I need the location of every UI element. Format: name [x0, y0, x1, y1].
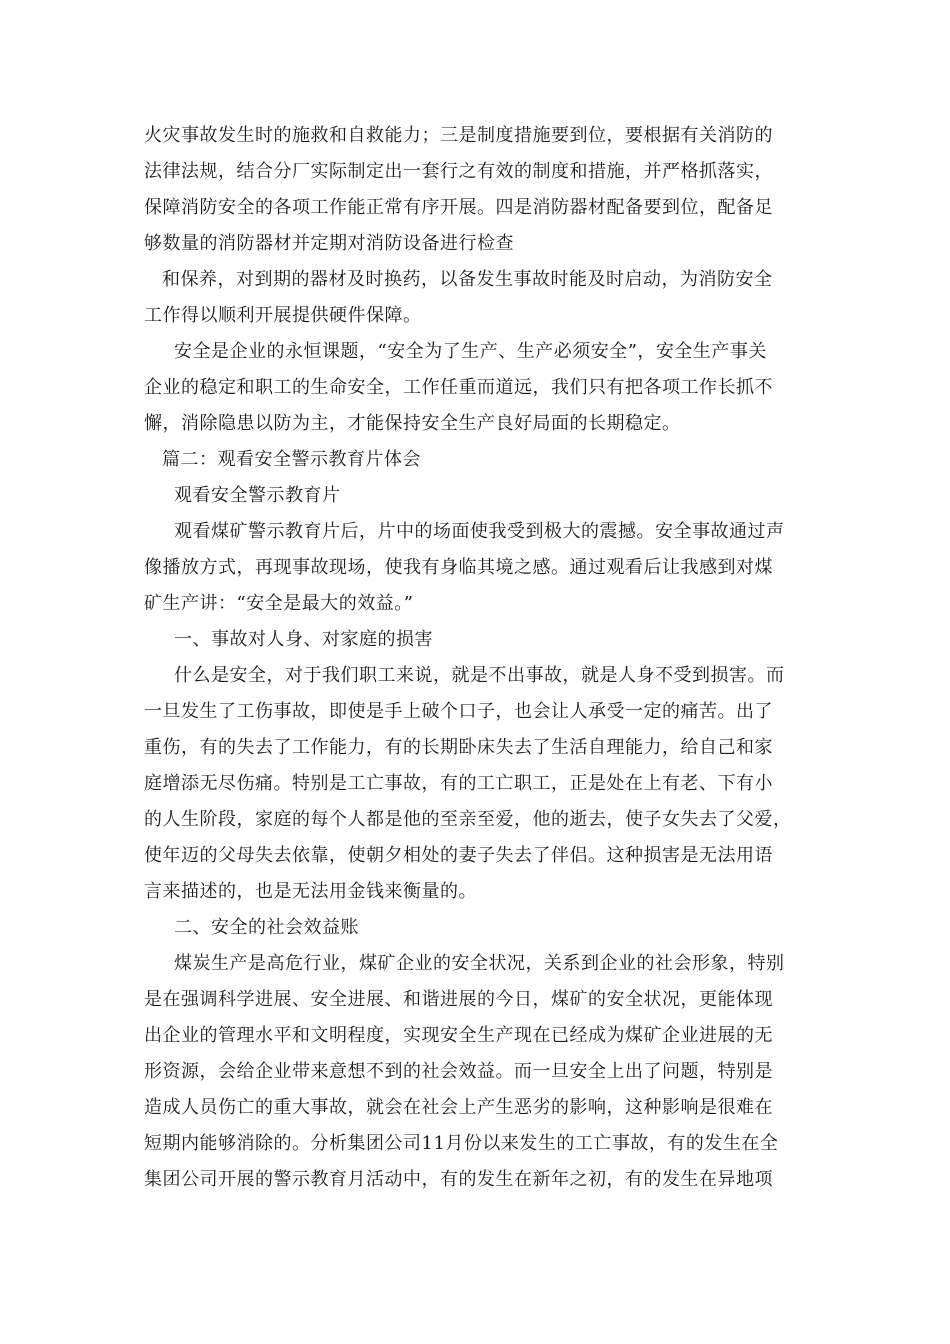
- body-line: 火灾事故发生时的施救和自救能力；三是制度措施要到位，要根据有关消防的: [144, 125, 773, 146]
- body-line: 企业的稳定和职工的生命安全，工作任重而道远，我们只有把各项工作长抓不: [144, 377, 773, 398]
- body-line: 形资源，会给企业带来意想不到的社会效益。而一旦安全上出了问题，特别是: [144, 1061, 773, 1082]
- body-line: 矿生产讲：“安全是最大的效益。”: [144, 593, 414, 614]
- body-line: 出企业的管理水平和文明程度，实现安全生产现在已经成为煤矿企业进展的无: [144, 1025, 773, 1046]
- body-line: 短期内能够消除的。分析集团公司11月份以来发生的工亡事故，有的发生在全: [144, 1133, 779, 1154]
- body-line: 观看煤矿警示教育片后，片中的场面使我受到极大的震撼。安全事故通过声: [174, 521, 785, 542]
- body-line: 煤炭生产是高危行业，煤矿企业的安全状况，关系到企业的社会形象，特别: [174, 953, 785, 974]
- body-line: 一旦发生了工伤事故，即使是手上破个口子，也会让人承受一定的痛苦。出了: [144, 701, 773, 722]
- body-line: 庭增添无尽伤痛。特别是工亡事故，有的工亡职工，正是处在上有老、下有小: [144, 773, 773, 794]
- body-line: 保障消防安全的各项工作能正常有序开展。四是消防器材配备要到位，配备足: [144, 197, 773, 218]
- body-line: 像播放方式，再现事故现场，使我有身临其境之感。通过观看后让我感到对煤: [144, 557, 773, 578]
- body-line: 使年迈的父母失去依靠，使朝夕相处的妻子失去了伴侣。这种损害是无法用语: [144, 845, 773, 866]
- body-line: 言来描述的，也是无法用金钱来衡量的。: [144, 881, 477, 902]
- body-line: 什么是安全，对于我们职工来说，就是不出事故，就是人身不受到损害。而: [174, 665, 785, 686]
- body-line: 集团公司开展的警示教育月活动中，有的发生在新年之初，有的发生在异地项: [144, 1169, 773, 1190]
- subsection-heading: 一、事故对人身、对家庭的损害: [174, 629, 433, 650]
- subsection-title: 观看安全警示教育片: [174, 485, 341, 506]
- body-line: 够数量的消防器材并定期对消防设备进行检查: [144, 233, 514, 254]
- body-line: 的人生阶段，家庭的每个人都是他的至亲至爱，他的逝去，使子女失去了父爱，: [144, 809, 792, 830]
- body-line: 和保养，对到期的器材及时换药，以备发生事故时能及时启动，为消防安全: [162, 269, 773, 290]
- body-line: 造成人员伤亡的重大事故，就会在社会上产生恶劣的影响，这种影响是很难在: [144, 1097, 773, 1118]
- body-line: 重伤，有的失去了工作能力，有的长期卧床失去了生活自理能力，给自己和家: [144, 737, 773, 758]
- body-line: 工作得以顺利开展提供硬件保障。: [144, 305, 422, 326]
- subsection-heading: 二、安全的社会效益账: [174, 917, 359, 938]
- body-line: 是在强调科学进展、安全进展、和谐进展的今日，煤矿的安全状况，更能体现: [144, 989, 773, 1010]
- body-line: 法律法规，结合分厂实际制定出一套行之有效的制度和措施，并严格抓落实，: [144, 161, 773, 182]
- section-heading: 篇二：观看安全警示教育片体会: [162, 449, 421, 470]
- body-line: 懈，消除隐患以防为主，才能保持安全生产良好局面的长期稳定。: [144, 413, 681, 434]
- body-line: 安全是企业的永恒课题，“安全为了生产、生产必须安全”，安全生产事关: [174, 341, 767, 362]
